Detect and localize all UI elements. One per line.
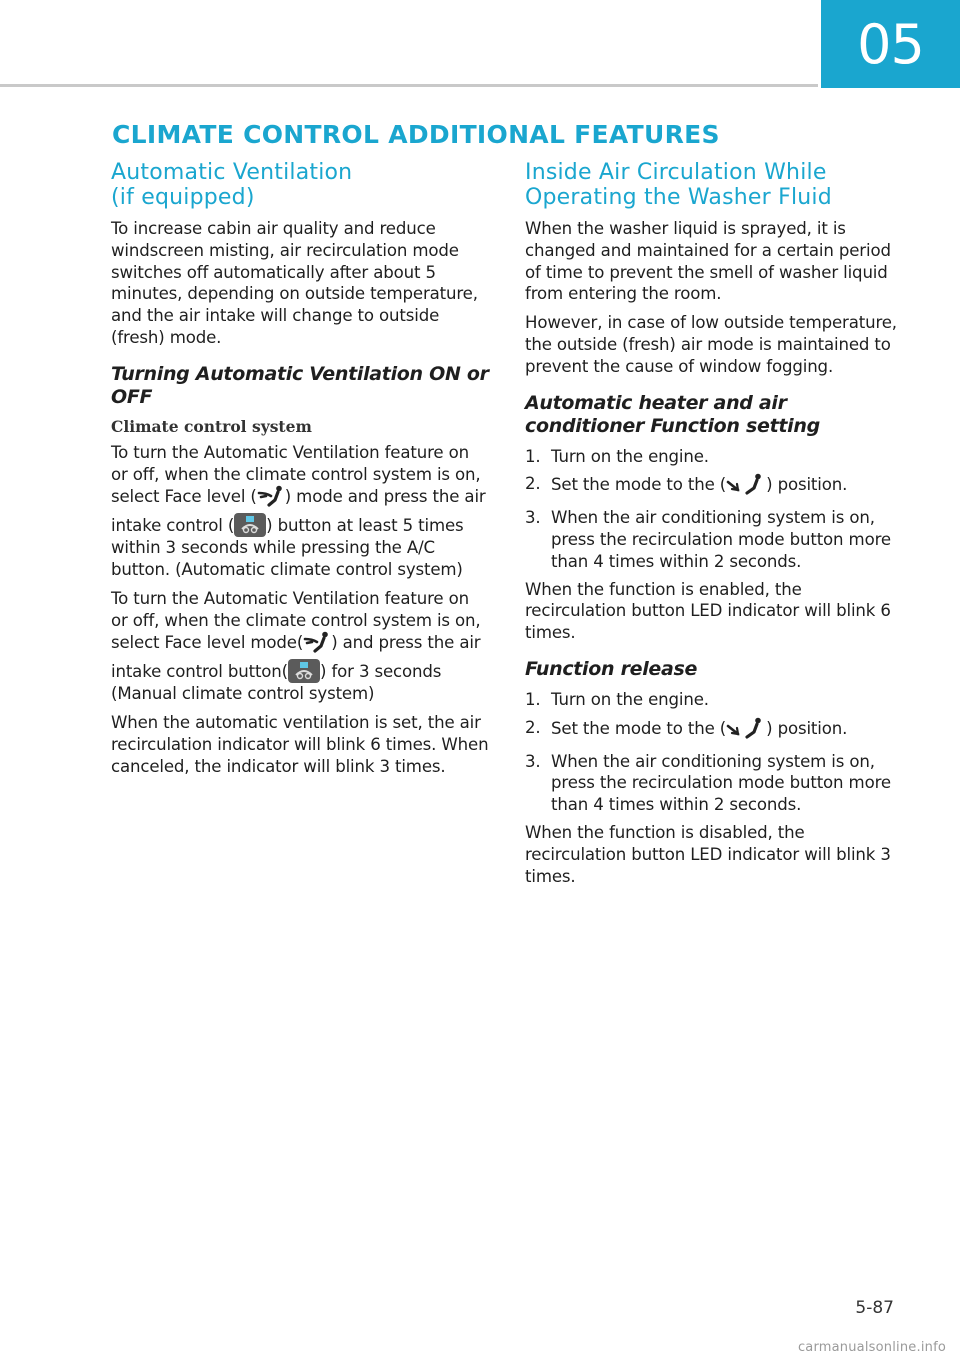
step-text: ) position. bbox=[766, 718, 848, 738]
chapter-number: 05 bbox=[857, 12, 924, 76]
heading-line-2: conditioner Function setting bbox=[525, 414, 820, 437]
climate-control-label: Climate control system bbox=[111, 416, 312, 436]
step-number: 1. bbox=[525, 689, 541, 709]
turning-on-off-heading: Turning Automatic Ventilation ON or OFF bbox=[111, 362, 489, 408]
header-rule bbox=[0, 84, 818, 87]
text-run: ) and press the air intake control button( bbox=[111, 633, 481, 682]
list-item bbox=[525, 473, 903, 501]
step-number: 2. bbox=[525, 717, 541, 737]
floor-face-mode-icon bbox=[726, 473, 766, 501]
watermark: carmanualsonline.info bbox=[797, 1340, 946, 1355]
auto-climate-paragraph bbox=[111, 442, 489, 581]
step-number: 2. bbox=[525, 474, 541, 494]
washer-paragraph-2: However, in case of low outside temperature, the outside (fresh) air mode is maintained to prevent the cause of window fogging. bbox=[525, 313, 897, 376]
heading-line-1: Automatic heater and air bbox=[525, 391, 787, 414]
list-item bbox=[525, 717, 903, 745]
heading-line-1: Inside Air Circulation While bbox=[525, 160, 827, 185]
function-release-heading: Function release bbox=[525, 657, 698, 680]
list-item bbox=[525, 446, 903, 468]
step-text: Turn on the engine. bbox=[551, 446, 709, 466]
step-number: 3. bbox=[525, 508, 541, 528]
list-item bbox=[525, 751, 903, 816]
face-level-icon bbox=[303, 631, 331, 659]
air-intake-button-icon bbox=[288, 659, 320, 683]
step-text: Set the mode to the ( bbox=[551, 475, 727, 495]
inside-air-circulation-heading bbox=[525, 160, 903, 210]
air-intake-button-icon bbox=[234, 513, 266, 537]
release-result: When the function is disabled, the recirculation button LED indicator will blink 3 times. bbox=[525, 822, 891, 886]
step-text: Turn on the engine. bbox=[551, 689, 709, 709]
setting-result: When the function is enabled, the recirculation button LED indicator will blink 6 times. bbox=[525, 579, 891, 643]
function-setting-heading bbox=[525, 392, 903, 438]
step-text: When the air conditioning system is on, press the recirculation mode button more than 4 times within 2 seconds. bbox=[551, 508, 891, 571]
step-text: ) position. bbox=[766, 475, 848, 495]
left-column bbox=[111, 160, 489, 784]
chapter-tab bbox=[821, 0, 960, 88]
text-run: ) button at least 5 times within 3 seconds while pressing the A/C button. (Automatic climate control system) bbox=[111, 516, 464, 579]
heading-line-1: Automatic Ventilation bbox=[111, 160, 353, 185]
section-title: CLIMATE CONTROL ADDITIONAL FEATURES bbox=[112, 120, 720, 149]
text-run: To turn the Automatic Ventilation feature on or off, when the climate control system is on, select Face level mode( bbox=[111, 588, 481, 653]
list-item bbox=[525, 507, 903, 572]
right-column bbox=[525, 160, 903, 894]
text-run: ) mode and press the air intake control ( bbox=[111, 487, 486, 536]
face-level-icon bbox=[257, 485, 285, 513]
setting-steps bbox=[525, 446, 903, 573]
text-run: ) for 3 seconds (Manual climate control system) bbox=[111, 662, 442, 704]
step-text: When the air conditioning system is on, press the recirculation mode button more than 4 times within 2 seconds. bbox=[551, 751, 891, 815]
heading-line-2: (if equipped) bbox=[111, 185, 255, 210]
step-number: 1. bbox=[525, 446, 541, 466]
step-text: Set the mode to the ( bbox=[551, 718, 727, 738]
list-item bbox=[525, 689, 903, 711]
indicator-paragraph: When the automatic ventilation is set, the air recirculation indicator will blink 6 times. When canceled, the indicator will blink 3 times. bbox=[111, 712, 489, 776]
floor-face-mode-icon bbox=[726, 717, 766, 745]
intro-paragraph: To increase cabin air quality and reduce windscreen misting, air recirculation mode switches off automatically after about 5 minutes, depending on outside temperature, and the air intake will change to outside (fresh) mode. bbox=[111, 219, 478, 347]
washer-paragraph-1: When the washer liquid is sprayed, it is changed and maintained for a certain period of time to prevent the smell of washer liquid from entering the room. bbox=[525, 219, 891, 304]
text-run: To turn the Automatic Ventilation feature on or off, when the climate control system is on, select Face level ( bbox=[111, 442, 481, 507]
step-number: 3. bbox=[525, 751, 541, 771]
manual-climate-paragraph bbox=[111, 588, 489, 705]
automatic-ventilation-heading bbox=[111, 160, 489, 210]
release-steps bbox=[525, 689, 903, 816]
page-number: 5-87 bbox=[855, 1298, 894, 1318]
heading-line-2: Operating the Washer Fluid bbox=[525, 185, 832, 210]
